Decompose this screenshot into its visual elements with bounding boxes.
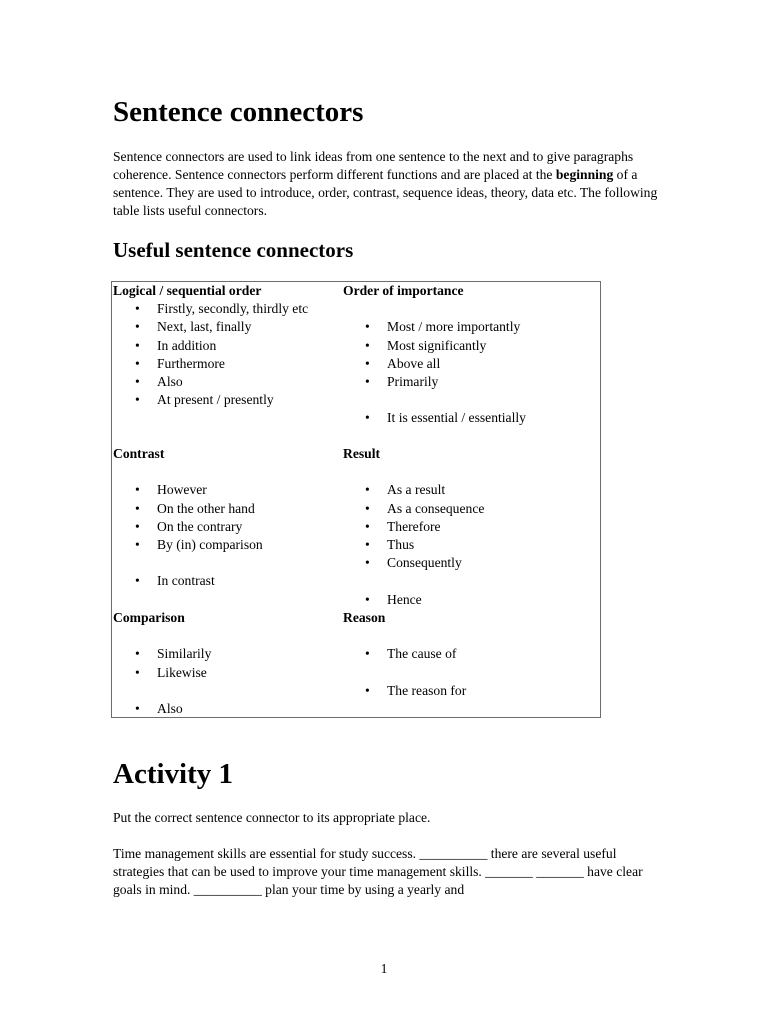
list-item: • Likewise xyxy=(113,664,211,682)
cell-logical-order xyxy=(113,282,308,409)
list-item: • In addition xyxy=(113,337,308,355)
list-item: • Most / more importantly xyxy=(343,318,526,336)
list-item: • As a consequence xyxy=(343,500,484,518)
list-item: • Also xyxy=(113,700,211,718)
cell-heading: Comparison xyxy=(113,610,185,625)
cell-comparison xyxy=(113,609,211,718)
list-item: • Hence xyxy=(343,591,484,609)
list-item: • Firstly, secondly, thirdly etc xyxy=(113,300,308,318)
exercise-text: Time management skills are essential for study success. __________ there are several useful strategies that can be used to improve your time management skills. _______ _______ have clear goals in mind. __________ plan your time by using a yearly and xyxy=(113,846,643,897)
list-item: • Therefore xyxy=(343,518,484,536)
connector-list xyxy=(113,645,211,718)
cell-order-of-importance xyxy=(343,282,526,427)
cell-heading: Result xyxy=(343,446,381,461)
list-item: • On the other hand xyxy=(113,500,263,518)
connector-list xyxy=(113,481,263,590)
list-item: • Above all xyxy=(343,355,526,373)
cell-heading: Reason xyxy=(343,610,386,625)
intro-text-before: Sentence connectors are used to link ideas from one sentence to the next and to give paragraphs coherence. Sentence connectors perform different functions and are placed at the xyxy=(113,149,634,182)
list-item: • By (in) comparison xyxy=(113,536,263,554)
list-item: • Similarily xyxy=(113,645,211,663)
list-item: • Next, last, finally xyxy=(113,318,308,336)
page-title: Sentence connectors xyxy=(113,96,364,128)
list-item: • Most significantly xyxy=(343,337,526,355)
list-item: • In contrast xyxy=(113,572,263,590)
list-item: • Also xyxy=(113,373,308,391)
page-number: 1 xyxy=(380,961,388,976)
connector-list xyxy=(113,300,308,409)
list-item: • Thus xyxy=(343,536,484,554)
list-item: • Primarily xyxy=(343,373,526,391)
intro-paragraph xyxy=(113,148,658,220)
connector-list xyxy=(343,318,526,427)
cell-heading: Logical / sequential order xyxy=(113,283,262,298)
activity-instruction: Put the correct sentence connector to its appropriate place. xyxy=(113,810,431,825)
activity-title: Activity 1 xyxy=(113,758,233,790)
list-item: • On the contrary xyxy=(113,518,263,536)
cell-contrast xyxy=(113,445,263,591)
list-item: • As a result xyxy=(343,481,484,499)
list-item: • At present / presently xyxy=(113,391,308,409)
section-heading: Useful sentence connectors xyxy=(113,238,354,262)
list-item: • Consequently xyxy=(343,554,484,572)
connector-list xyxy=(343,645,466,700)
intro-text-after: of a sentence. They are used to introduce, order, contrast, sequence ideas, theory, data etc. The following table lists useful connectors. xyxy=(113,167,658,218)
list-item: • Furthermore xyxy=(113,355,308,373)
intro-bold-word: beginning xyxy=(555,167,614,182)
cell-heading: Contrast xyxy=(113,446,165,461)
cell-heading: Order of importance xyxy=(343,283,464,298)
cell-result xyxy=(343,445,484,609)
list-item: • However xyxy=(113,481,263,499)
cell-reason xyxy=(343,609,466,700)
list-item: • The cause of xyxy=(343,645,466,663)
list-item: • The reason for xyxy=(343,682,466,700)
connector-list xyxy=(343,481,484,608)
list-item: • It is essential / essentially xyxy=(343,409,526,427)
